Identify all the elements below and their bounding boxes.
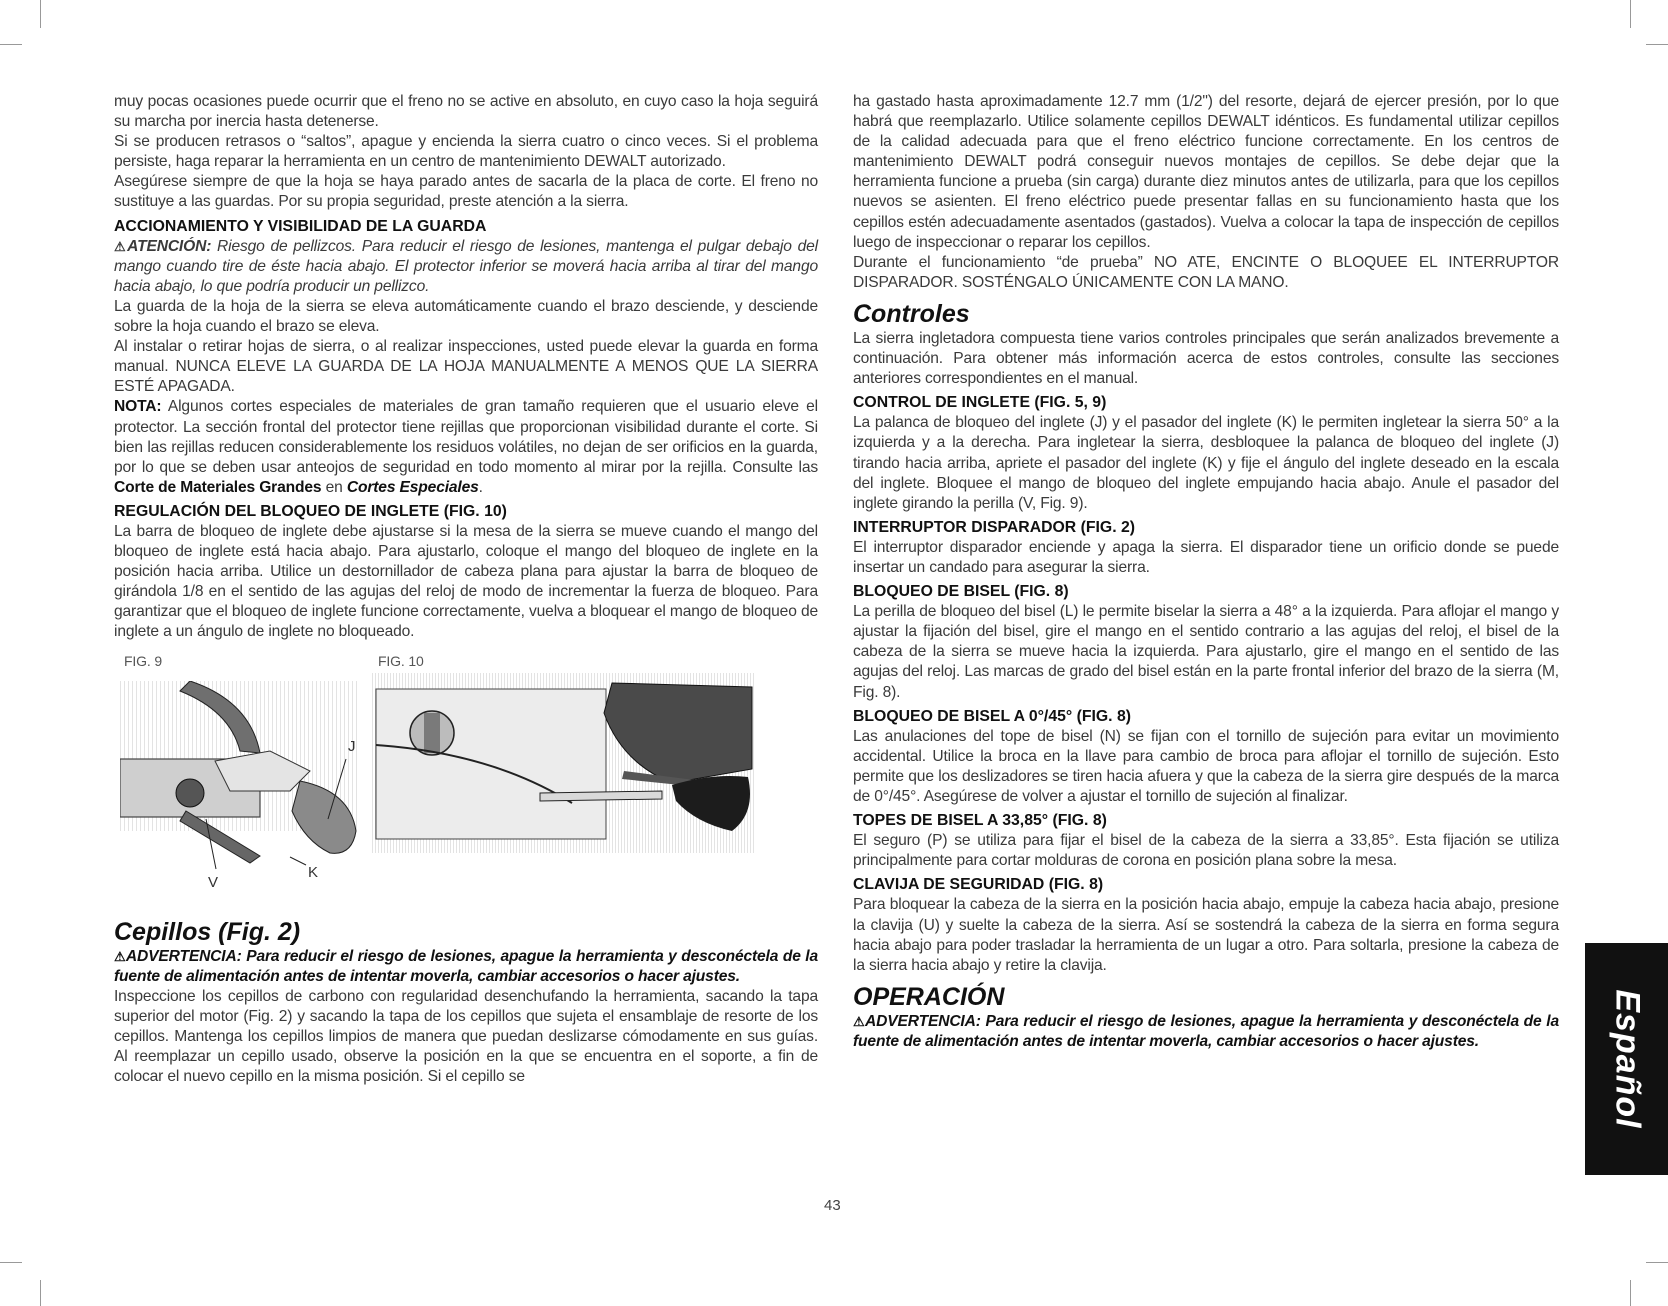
paragraph: El interruptor disparador enciende y apaga la sierra. El disparador tiene un orificio donde se puede insertar un candado para asegurar la sierra. [853,538,1559,576]
language-tab-label: Español [1608,989,1646,1129]
language-tab [1585,943,1668,1175]
section-title: Cepillos (Fig. 2) [114,917,301,946]
note-ref-bold: Corte de Materiales Grandes [114,478,322,496]
section-title: OPERACIÓN [853,982,1005,1011]
section-heading: ACCIONAMIENTO Y VISIBILIDAD DE LA GUARDA [114,217,487,235]
crop-mark [0,1262,22,1263]
fig9-callout-k: K [308,863,318,881]
paragraph: El seguro (P) se utiliza para fijar el bisel de la cabeza de la sierra a 33,85°. Esta fijación se utiliza principalmente para cortar molduras de corona en posición plana sobre la mesa. [853,832,1559,870]
crop-mark [40,0,41,28]
paragraph: La sierra ingletadora compuesta tiene varios controles principales que serán analizados brevemente a continuación. Para obtener más información acerca de estos controles, consulte las secciones anteriores correspondientes en el manual. [853,329,1559,388]
caution-text: Riesgo de pellizcos. Para reducir el riesgo de lesiones, mantenga el pulgar debajo del mango cuando tire de éste hacia abajo. El protector inferior se moverá hacia arriba al tirar del mango hacia abajo, lo que podría producir un pellizco. [114,237,818,295]
note-end: . [478,478,483,496]
left-column [114,92,818,1087]
caution-label: ATENCIÓN: [127,237,212,255]
crop-mark [1646,1262,1668,1263]
crop-mark [1646,44,1668,45]
section-heading: BLOQUEO DE BISEL (FIG. 8) [853,583,1069,601]
paragraph: La barra de bloqueo de inglete debe ajustarse si la mesa de la sierra se mueve cuando el mango del bloqueo de inglete está hacia abajo. Para ajustarlo, coloque el mango del bloqueo de inglete en la posición hacia arriba. Utilice un destornillador de cabeza plana para ajustar la barra de bloqueo de girándola 1/8 en el sentido de las agujas del reloj de modo de incrementar la fuerza de bloqueo. Para garantizar que el bloqueo de inglete funcione correctamente, vuelva a bloquear el mango de bloqueo de inglete a un ángulo de inglete no bloqueado. [114,522,818,641]
paragraph: ha gastado hasta aproximadamente 12.7 mm (1/2") del resorte, dejará de ejercer presión, por lo que habrá que reemplazarlo. Utilice solamente cepillos DEWALT idénticos. Es fundamental utilizar cepillos de la calidad adecuada para que el freno eléctrico funcione correctamente. En los centros de mantenimiento DEWALT podrá conseguir nuevos montajes de cepillos. Se debe dejar que la herramienta funcione a prueba (sin carga) durante diez minutos antes de utilizarla, para que los cepillos nuevos se asienten. El freno eléctrico puede presentar fallas en su funcionamiento hasta que los cepillos estén adecuadamente asentados (gastados). Vuelva a colocar la tapa de inspección de cepillos luego de inspeccionar o reparar los cepillos. [853,93,1559,251]
paragraph: La perilla de bloqueo del bisel (L) le permite biselar la sierra a 48° a la izquierda. Para aflojar el mango y ajustar la fijación del bisel, gire el mango en el sentido contrario a las agujas del reloj, el bisel de la cabeza de la sierra se mueve hacia la izquierda. Para ajustarlo, gire el mango en el sentido de las agujas del reloj. Las marcas de grado del bisel están en la parte frontal inferior del brazo de la sierra (M, Fig. 8). [853,603,1559,701]
crop-mark [1630,0,1631,28]
paragraph: Las anulaciones del tope de bisel (N) se fijan con el tornillo de sujeción para evitar un movimiento accidental. Utilice la broca en la llave para cambio de broca para aflojar el tornillo de sujeción. Esto permite que los deslizadores se tiren hacia afuera y que la cabeza de la sierra gire después de la marca de 0°/45°. Asegúrese de volver a ajustar el tornillo de sujeción al finalizar. [853,727,1559,805]
page-number: 43 [824,1197,841,1214]
paragraph: Para bloquear la cabeza de la sierra en la posición hacia abajo, empuje la cabeza hacia abajo, presione la clavija (U) y suelte la cabeza de la sierra. Así se sostendrá la cabeza de la sierra en forma segura hacia abajo para poder trasladar la herramienta de un lugar a otro. Para soltarla, presione la cabeza de la sierra hacia abajo y retire la clavija. [853,896,1559,974]
note-en: en [321,478,347,496]
warning-triangle-icon: ⚠ [853,1013,866,1029]
section-heading: CONTROL DE INGLETE (FIG. 5, 9) [853,394,1107,412]
paragraph: Inspeccione los cepillos de carbono con regularidad desenchufando la herramienta, sacando la tapa superior del motor (Fig. 2) y sacando la tapa de los cepillos que sujeta el ensamblaje de resorte de los cepillos. Mantenga los cepillos limpios de manera que puedan deslizarse cómodamente en sus guías. Al reemplazar un cepillo usado, observe la posición en la que se encuentra en el soporte, a fin de colocar el nuevo cepillo en la misma posición. Si el cepillo se [114,987,818,1086]
section-heading: TOPES DE BISEL A 33,85° (FIG. 8) [853,812,1107,830]
fig10-illustration [372,673,756,853]
warning-paragraph [853,1012,1559,1052]
fig9-callout-v: V [208,873,218,891]
fig9-illustration [120,681,360,899]
paragraph: La guarda de la hoja de la sierra se eleva automáticamente cuando el brazo desciende, y desciende sobre la hoja cuando el brazo se eleva. [114,297,818,336]
caution-paragraph [114,237,818,297]
paragraph: Asegúrese siempre de que la hoja se haya parado antes de sacarla de la placa de corte. El freno no sustituye a las guardas. Por su propia seguridad, preste atención a la sierra. [114,173,818,211]
fig9-callout-j: J [348,737,356,755]
paragraph: Si se producen retrasos o “saltos”, apague y encienda la sierra cuatro o cinco veces. Si el problema persiste, haga reparar la herramienta en un centro de mantenimiento DEWALT autorizado. [114,133,818,171]
note-ref-bold-italic: Cortes Especiales [346,478,479,496]
section-heading: INTERRUPTOR DISPARADOR (FIG. 2) [853,518,1136,536]
section-title: Controles [853,299,970,328]
fig10-label: FIG. 10 [378,652,424,669]
note-text: Algunos cortes especiales de materiales de gran tamaño requieren que el usuario eleve el protector. La sección frontal del protector tiene rejillas que proporcionan visibilidad durante el corte. Si bien las rejillas reducen considerablemente los residuos volátiles, no dejan de ser orificios en la guarda, por lo que se deben usar anteojos de seguridad en todo momento al mirar por la rejilla. Consulte las [114,398,818,476]
section-heading: CLAVIJA DE SEGURIDAD (FIG. 8) [853,876,1104,894]
warning-triangle-icon: ⚠ [114,948,126,964]
paragraph: La palanca de bloqueo del inglete (J) y el pasador del inglete (K) le permiten ingletear la sierra 50° a la izquierda y a la derecha. Para ingletear la sierra, desbloquee la palanca de bloqueo del inglete (J) tirando hacia arriba, apriete el pasador del inglete (K) y fije el ángulo del inglete deseado en la escala del inglete. Bloquee el mango de bloqueo del inglete empujando hacia abajo. Anule el pasador del inglete girando la perilla (V, Fig. 9). [853,414,1559,512]
figures-row [114,651,818,911]
paragraph: Al instalar o retirar hojas de sierra, o al realizar inspecciones, usted puede elevar la guarda en forma manual. NUNCA ELEVE LA GUARDA DE LA HOJA MANUALMENTE A MENOS QUE LA SIERRA ESTÉ APAGADA. [114,338,818,396]
crop-mark [40,1280,41,1306]
fig9-label: FIG. 9 [124,652,162,669]
warning-paragraph [114,947,818,987]
crop-mark [1630,1280,1631,1306]
note-label: NOTA: [114,398,162,416]
right-column [853,92,1559,1052]
crop-mark [0,44,22,45]
warning-triangle-icon: ⚠ [114,238,128,254]
paragraph: muy pocas ocasiones puede ocurrir que el freno no se active en absoluto, en cuyo caso la hoja seguirá su marcha por inercia hasta detenerse. [114,93,818,131]
section-heading: REGULACIÓN DEL BLOQUEO DE INGLETE (FIG. 10) [114,502,507,520]
note-paragraph [114,397,818,497]
section-heading: BLOQUEO DE BISEL A 0°/45° (FIG. 8) [853,707,1132,725]
paragraph: Durante el funcionamiento “de prueba” NO ATE, ENCINTE O BLOQUEE EL INTERRUPTOR DISPARADOR. SOSTÉNGALO ÚNICAMENTE CON LA MANO. [853,253,1559,291]
warning-text: ADVERTENCIA: Para reducir el riesgo de lesiones, apague la herramienta y desconéctela de la fuente de alimentación antes de intentar moverla, cambiar accesorios o hacer ajustes. [114,947,818,985]
warning-text: ADVERTENCIA: Para reducir el riesgo de lesiones, apague la herramienta y desconéctela de la fuente de alimentación antes de intentar moverla, cambiar accesorios o hacer ajustes. [853,1012,1559,1050]
